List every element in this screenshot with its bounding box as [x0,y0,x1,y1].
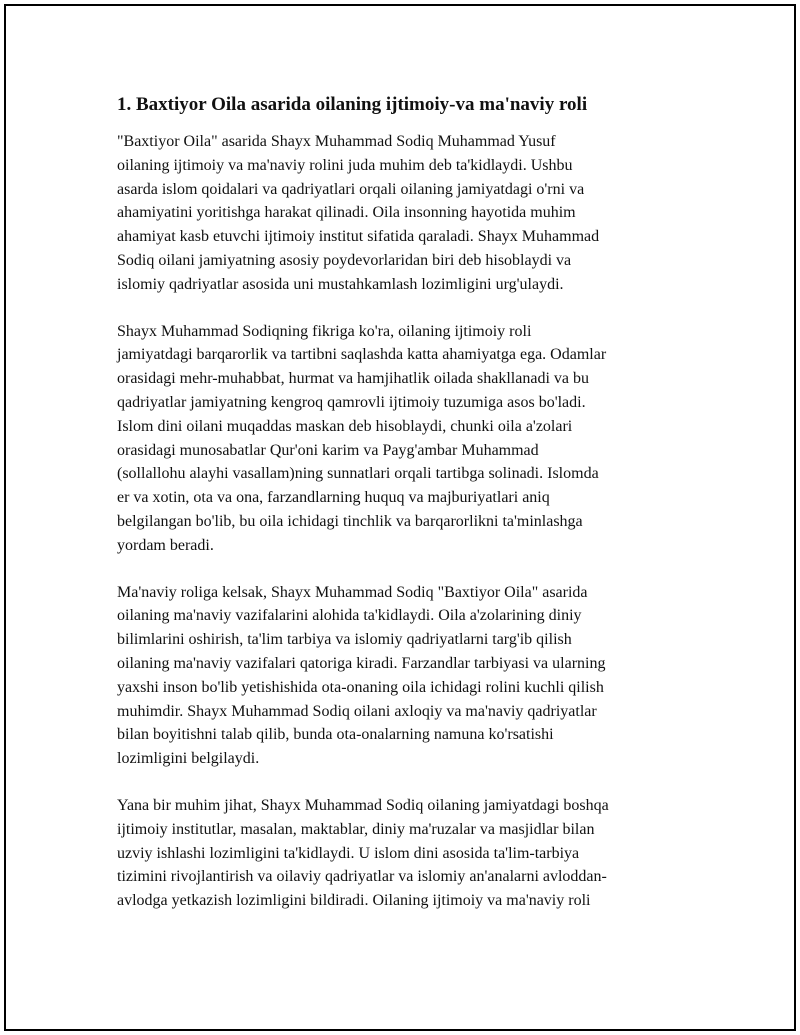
text-line: uzviy ishlashi lozimligini ta'kidlaydi. U islom dini asosida ta'lim-tarbiya [117,844,580,862]
text-line: er va xotin, ota va ona, farzandlarning huquq va majburiyatlari aniq [117,489,550,507]
text-line: jamiyatdagi barqarorlik va tartibni saqlashda katta ahamiyatga ega. Odamlar [117,346,607,364]
text-line: ahamiyat kasb etuvchi ijtimoiy institut sifatida qaraladi. Shayx Muhammad [117,228,600,246]
text-line: islomiy qadriyatlar asosida uni mustahkamlash lozimligini urg'ulaydi. [117,275,564,293]
paragraph-4 [117,794,697,913]
text-line: orasidagi mehr-muhabbat, hurmat va hamjihatlik oilada shakllanadi va bu [117,370,589,388]
text-line: (sollallohu alayhi vasallam)ning sunnatlari orqali tartibga solinadi. Islomda [117,465,599,483]
text-line: Islom dini oilani muqaddas maskan deb hisoblaydi, chunki oila a'zolari [117,417,573,435]
text-line: oilaning ijtimoiy va ma'naviy rolini juda muhim deb ta'kidlaydi. Ushbu [117,156,573,174]
paragraph-3 [117,581,697,771]
paragraph-2 [117,320,697,558]
text-line: oilaning ma'naviy vazifalarini alohida ta'kidlaydi. Oila a'zolarining diniy [117,607,582,625]
text-line: muhimdir. Shayx Muhammad Sodiq oilani axloqiy va ma'naviy qadriyatlar [117,702,597,720]
paragraph-1 [117,130,697,297]
text-line: belgilangan bo'lib, bu oila ichidagi tinchlik va barqarorlikni ta'minlashga [117,512,583,530]
text-line: yordam beradi. [117,536,214,554]
section-heading: 1. Baxtiyor Oila asarida oilaning ijtimoiy-va ma'naviy roli [117,94,588,115]
text-line: asarda islom qoidalari va qadriyatlari orqali oilaning jamiyatdagi o'rni va [117,180,585,198]
text-line: bilimlarini oshirish, ta'lim tarbiya va islomiy qadriyatlarni targ'ib qilish [117,631,572,649]
text-line: tizimini rivojlantirish va oilaviy qadriyatlar va islomiy an'analarni avloddan- [117,868,607,886]
text-line: "Baxtiyor Oila" asarida Shayx Muhammad Sodiq Muhammad Yusuf [117,133,556,150]
text-line: Shayx Muhammad Sodiqning fikriga ko'ra, oilaning ijtimoiy roli [117,322,532,340]
text-line: yaxshi inson bo'lib yetishishida ota-onaning oila ichidagi rolini kuchli qilish [117,678,604,696]
text-line: Sodiq oilani jamiyatning asosiy poydevorlaridan biri deb hisoblaydi va [117,251,572,269]
text-line: avlodga yetkazish lozimligini bildiradi. Oilaning ijtimoiy va ma'naviy roli [117,892,591,910]
text-line: Ma'naviy roliga kelsak, Shayx Muhammad Sodiq "Baxtiyor Oila" asarida [117,583,588,601]
text-line: lozimligini belgilaydi. [117,750,260,768]
text-line: bilan boyitishni talab qilib, bunda ota-onalarning namuna ko'rsatishi [117,726,554,744]
document-body [117,92,697,936]
text-line: qadriyatlar jamiyatning kengroq qamrovli ijtimoiy tuzumiga asos bo'ladi. [117,393,586,411]
text-line: oilaning ma'naviy vazifalari qatoriga kiradi. Farzandlar tarbiyasi va ularning [117,654,606,672]
text-line: ahamiyatini yoritishga harakat qilinadi. Oila insonning hayotida muhim [117,204,576,222]
text-line: ijtimoiy institutlar, masalan, maktablar, diniy ma'ruzalar va masjidlar bilan [117,820,595,838]
text-line: orasidagi munosabatlar Qur'oni karim va Payg'ambar Muhammad [117,441,539,459]
text-line: Yana bir muhim jihat, Shayx Muhammad Sodiq oilaning jamiyatdagi boshqa [117,796,609,814]
